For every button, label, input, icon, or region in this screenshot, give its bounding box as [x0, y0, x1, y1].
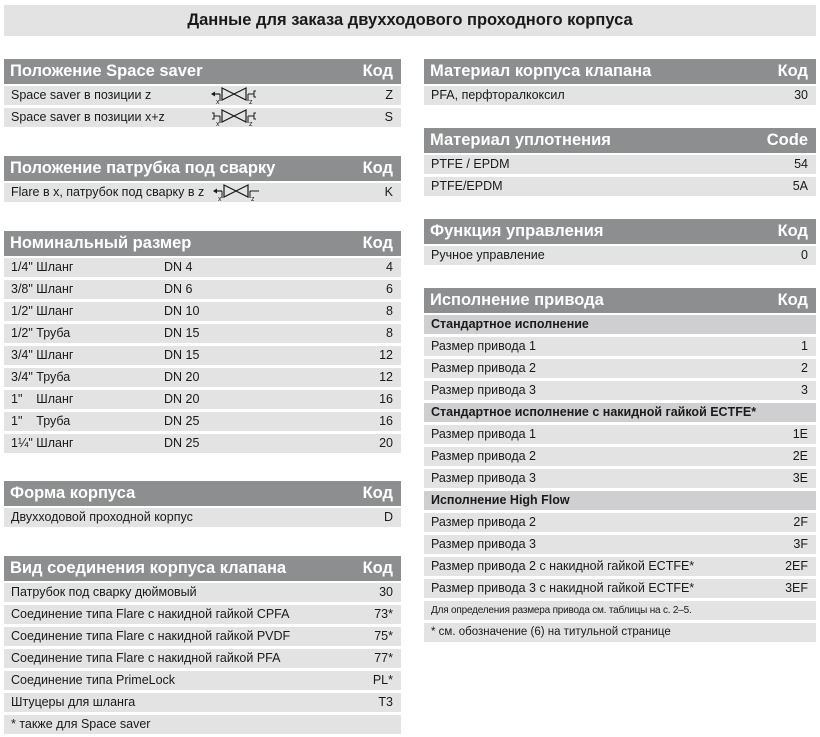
table-row [424, 86, 816, 105]
footnote-row [4, 715, 401, 734]
section-header [424, 288, 816, 313]
size-label: 3/8" Шланг [11, 282, 74, 296]
footnote-row [424, 623, 816, 642]
svg-text:z: z [249, 99, 253, 104]
row-label: Штуцеры для шланга [11, 695, 136, 709]
row-label: PTFE / EPDM [431, 157, 510, 171]
row-label: Размер привода 2 [431, 449, 536, 463]
row-code: 3EF [785, 581, 808, 595]
row-code: 30 [379, 585, 393, 599]
table-row [4, 649, 401, 668]
row-code: 5A [792, 179, 808, 193]
row-label: Размер привода 3 [431, 471, 536, 485]
table-row [4, 583, 401, 602]
row-label: Размер привода 1 [431, 339, 536, 353]
row-label: Патрубок под сварку дюймовый [11, 585, 197, 599]
size-label: 1¼" Шланг [11, 436, 74, 450]
dn-value: DN 25 [164, 414, 200, 428]
row-label: Размер привода 3 [431, 383, 536, 397]
row-code: 6 [386, 282, 393, 296]
table-row [424, 155, 816, 174]
row-label: Соединение типа PrimeLock [11, 673, 176, 687]
weld-position-table [4, 156, 401, 202]
row-code: 2F [793, 515, 808, 529]
row-code: 30 [794, 88, 808, 102]
body-material-table [424, 59, 816, 105]
row-code: Z [385, 88, 393, 102]
row-code: 16 [379, 414, 393, 428]
dn-value: DN 25 [164, 436, 200, 450]
size-label: 3/4" Труба [11, 370, 71, 384]
code-column-header: Код [362, 559, 393, 577]
group-title: Исполнение High Flow [431, 493, 570, 507]
table-row [4, 302, 401, 321]
row-code: 12 [379, 370, 393, 384]
section-header [4, 156, 401, 181]
row-label: Размер привода 1 [431, 427, 536, 441]
table-row [4, 86, 401, 105]
dn-value: DN 15 [164, 348, 200, 362]
svg-text:x: x [216, 99, 220, 104]
row-label: PFA, перфторалкоксил [431, 88, 565, 102]
row-code: PL* [372, 673, 393, 687]
section-title: Функция управления [430, 222, 604, 240]
row-label: Размер привода 3 [431, 537, 536, 551]
row-code: 16 [379, 392, 393, 406]
table-row [424, 513, 816, 532]
row-label: Размер привода 3 с накидной гайкой ECTFE* [431, 581, 695, 595]
section-header [4, 556, 401, 581]
row-code: D [383, 510, 393, 524]
right-column [424, 59, 816, 645]
code-column-header: Код [777, 222, 808, 240]
row-code: 4 [386, 260, 393, 274]
size-label: 1" Труба [11, 414, 71, 428]
group-header [424, 315, 816, 334]
valve-symbol-z-icon [210, 87, 258, 110]
section-title: Материал уплотнения [430, 131, 611, 149]
valve-symbol-xz-icon [210, 109, 258, 132]
table-row [424, 177, 816, 196]
section-header [4, 231, 401, 256]
row-code: 54 [794, 157, 808, 171]
section-header [424, 128, 816, 153]
row-code: 12 [379, 348, 393, 362]
row-label: Space saver в позиции x+z [11, 110, 165, 124]
dn-value: DN 20 [164, 392, 200, 406]
section-title: Положение Space saver [10, 62, 203, 80]
group-header [424, 403, 816, 422]
table-row [4, 183, 401, 202]
body-form-table [4, 481, 401, 527]
row-code: 2E [792, 449, 808, 463]
row-code: T3 [378, 695, 393, 709]
size-label: 1/2" Шланг [11, 304, 74, 318]
actuator-size-note: Для определения размера привода см. таблицы на с. 2–5. [431, 605, 692, 616]
table-row [424, 381, 816, 400]
size-label: 3/4" Шланг [11, 348, 74, 362]
row-label: Размер привода 2 [431, 361, 536, 375]
group-header [424, 491, 816, 510]
footnote: * также для Space saver [11, 717, 151, 731]
section-title: Форма корпуса [10, 484, 136, 502]
footnote: * см. обозначение (6) на титульной странице [431, 626, 671, 638]
row-code: 3F [793, 537, 808, 551]
seal-material-table [424, 128, 816, 196]
row-code: 0 [801, 248, 808, 262]
svg-text:x: x [218, 196, 222, 201]
table-row [4, 508, 401, 527]
svg-text:z: z [249, 121, 253, 126]
valve-symbol-flare-weld-icon [212, 184, 260, 207]
row-code: 2EF [785, 559, 808, 573]
row-code: 8 [386, 326, 393, 340]
actuator-table [424, 288, 816, 642]
table-row [424, 425, 816, 444]
section-title: Исполнение привода [430, 291, 604, 309]
table-row [424, 359, 816, 378]
section-header [4, 59, 401, 84]
group-title: Стандартное исполнение с накидной гайкой ECTFE* [431, 405, 757, 419]
dn-value: DN 4 [164, 260, 193, 274]
group-title: Стандартное исполнение [431, 317, 589, 331]
table-row [4, 671, 401, 690]
code-column-header: Код [362, 159, 393, 177]
section-header [424, 219, 816, 244]
row-label: Соединение типа Flare с накидной гайкой PVDF [11, 629, 291, 643]
table-row [424, 557, 816, 576]
dn-value: DN 20 [164, 370, 200, 384]
table-row [424, 535, 816, 554]
table-row [4, 324, 401, 343]
row-code: 1E [792, 427, 808, 441]
svg-text:x: x [216, 121, 220, 126]
row-label: Space saver в позиции z [11, 88, 152, 102]
page-title: Данные для заказа двухходового проходного корпуса [4, 5, 816, 36]
table-row [424, 246, 816, 265]
dn-value: DN 10 [164, 304, 200, 318]
table-row [424, 447, 816, 466]
row-code: 1 [801, 339, 808, 353]
table-row [4, 390, 401, 409]
nominal-size-table [4, 231, 401, 453]
space-saver-table [4, 59, 401, 127]
section-title: Вид соединения корпуса клапана [10, 559, 287, 577]
row-code: S [384, 110, 393, 124]
table-row [4, 258, 401, 277]
row-label: Flare в x, патрубок под сварку в z [11, 185, 205, 199]
left-column [4, 59, 401, 737]
code-column-header: Код [362, 484, 393, 502]
section-header [4, 481, 401, 506]
table-row [4, 368, 401, 387]
row-code: 3 [801, 383, 808, 397]
size-label: 1/4" Шланг [11, 260, 74, 274]
table-row [424, 579, 816, 598]
section-title: Материал корпуса клапана [430, 62, 652, 80]
row-code: 3E [792, 471, 808, 485]
table-row [4, 627, 401, 646]
row-code: 73* [374, 607, 393, 621]
footnote-row [424, 601, 816, 620]
row-code: 20 [379, 436, 393, 450]
section-title: Положение патрубка под сварку [10, 159, 276, 177]
row-code: 77* [374, 651, 393, 665]
code-column-header: Код [777, 62, 808, 80]
size-label: 1" Шланг [11, 392, 74, 406]
dn-value: DN 6 [164, 282, 193, 296]
table-row [4, 280, 401, 299]
size-label: 1/2" Труба [11, 326, 71, 340]
code-column-header: Код [362, 62, 393, 80]
row-code: 2 [801, 361, 808, 375]
dn-value: DN 15 [164, 326, 200, 340]
table-row [424, 337, 816, 356]
table-row [4, 605, 401, 624]
svg-text:z: z [251, 196, 255, 201]
row-label: PTFE/EPDM [431, 179, 503, 193]
table-row [424, 469, 816, 488]
control-function-table [424, 219, 816, 265]
table-row [4, 434, 401, 453]
row-code: K [384, 185, 393, 199]
section-title: Номинальный размер [10, 234, 192, 252]
code-column-header: Code [766, 131, 808, 149]
connection-table [4, 556, 401, 734]
row-code: 75* [374, 629, 393, 643]
row-label: Размер привода 2 с накидной гайкой ECTFE* [431, 559, 695, 573]
table-row [4, 346, 401, 365]
section-header [424, 59, 816, 84]
table-row [4, 108, 401, 127]
code-column-header: Код [362, 234, 393, 252]
row-label: Двухходовой проходной корпус [11, 510, 193, 524]
row-label: Ручное управление [431, 248, 545, 262]
table-row [4, 412, 401, 431]
row-label: Соединение типа Flare с накидной гайкой PFA [11, 651, 281, 665]
row-code: 8 [386, 304, 393, 318]
row-label: Соединение типа Flare с накидной гайкой CPFA [11, 607, 290, 621]
code-column-header: Код [777, 291, 808, 309]
row-label: Размер привода 2 [431, 515, 536, 529]
